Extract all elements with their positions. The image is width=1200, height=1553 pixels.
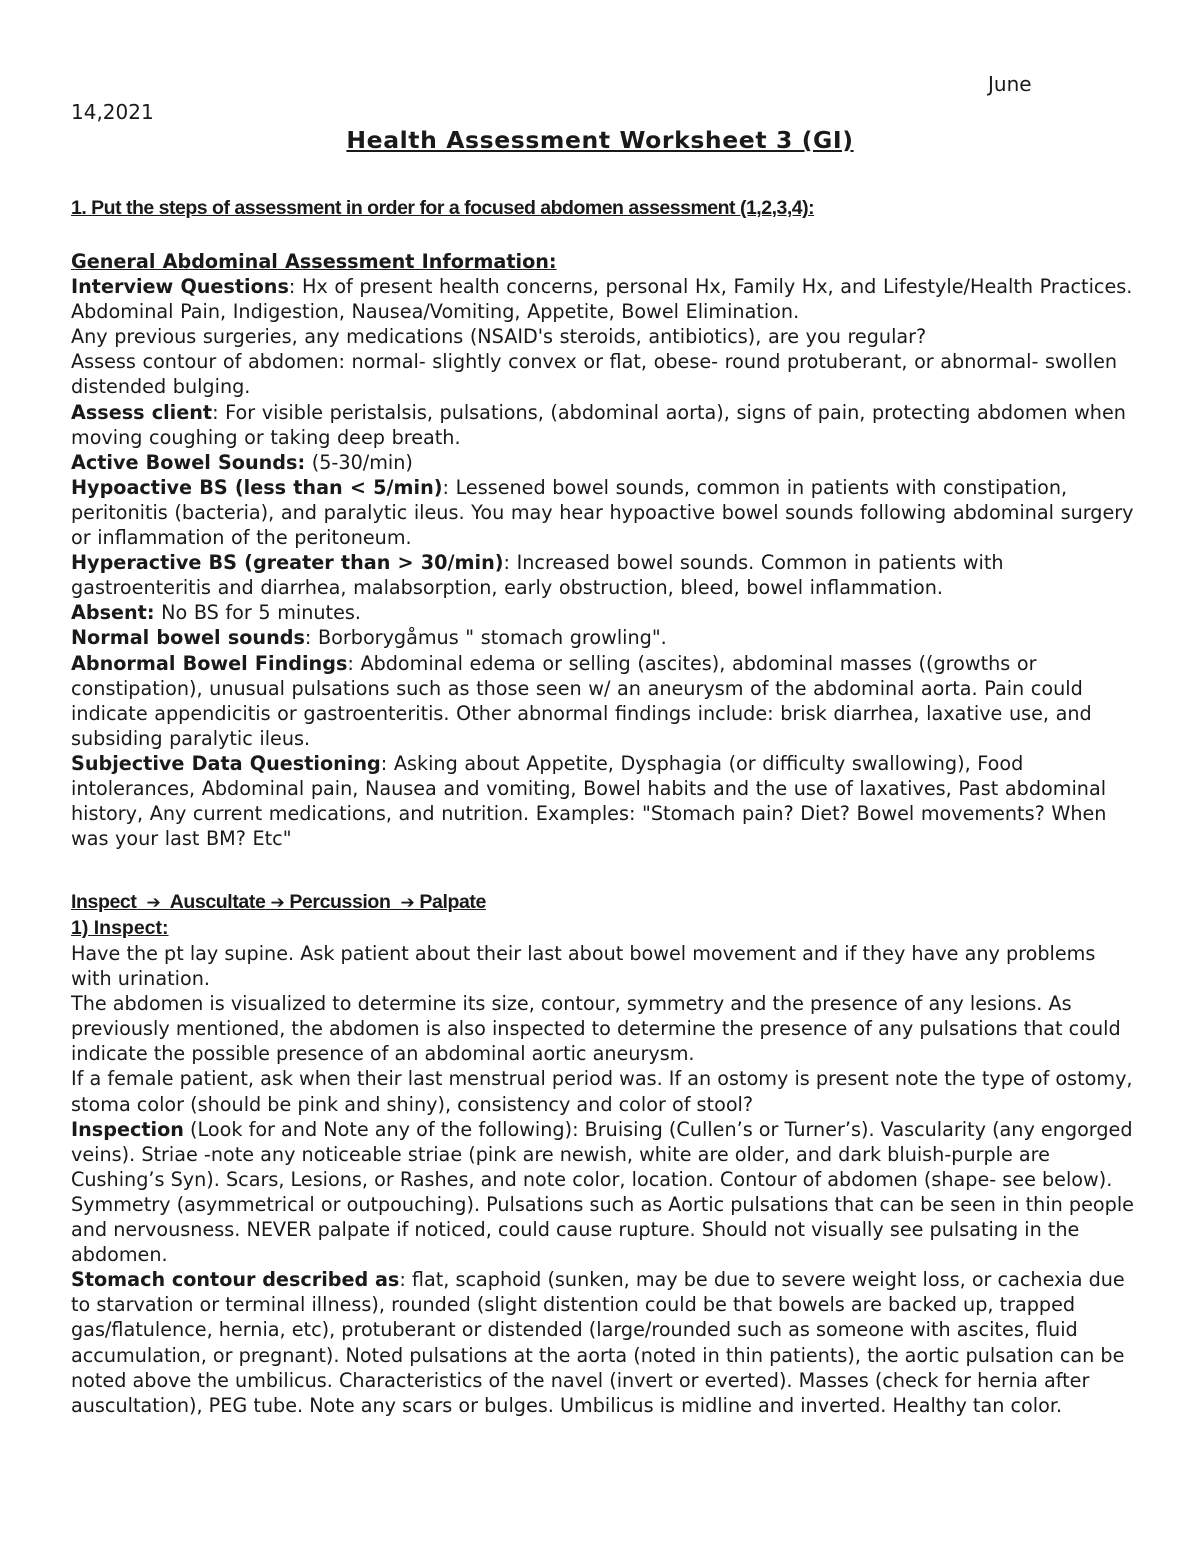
- hypoactive-paragraph: [71, 475, 1141, 550]
- assess-client-paragraph: [71, 400, 1141, 450]
- normal-bs-paragraph: [71, 625, 1141, 650]
- hyper-text: : Increased bowel sounds. Common in patients with gastroenteritis and diarrhea, malabsorption, early obstruction, bleed, bowel inflammation.: [71, 551, 1004, 600]
- assess-text: : For visible peristalsis, pulsations, (abdominal aorta), signs of pain, protecting abdomen when moving coughing or taking deep breath.: [71, 400, 1126, 449]
- general-heading: General Abdominal Assessment Information:: [71, 250, 557, 273]
- arrow-icon: ➔: [400, 893, 415, 913]
- interview-label: Interview Questions: [71, 275, 289, 299]
- active-text: (5-30/min): [305, 450, 413, 474]
- absent-label: Absent:: [71, 601, 155, 625]
- inspection-paragraph: [71, 1117, 1141, 1268]
- inspect-paragraph-2: The abdomen is visualized to determine its size, contour, symmetry and the presence of any lesions. As previously mentioned, the abdomen is also inspected to determine the presence of any pulsations that could indicate the possible presence of an abdominal aortic aneurysm.: [71, 992, 1121, 1066]
- active-label: Active Bowel Sounds:: [71, 450, 306, 474]
- inspect-body: [71, 941, 1141, 1418]
- question-1: 1. Put the steps of assessment in order for a focused abdomen assessment (1,2,3,4):: [71, 197, 815, 219]
- inspect-paragraph-3: If a female patient, ask when their last menstrual period was. If an ostomy is present note the type of ostomy, stoma color (should be pink and shiny), consistency and color of stool?: [71, 1067, 1133, 1116]
- step-palpate: Palpate: [419, 891, 486, 913]
- absent-text: No BS for 5 minutes.: [154, 601, 361, 625]
- inspect-section: [71, 890, 1141, 1418]
- interview-questions-paragraph: [71, 274, 1141, 299]
- normal-text: : Borborygåmus " stomach growling".: [304, 626, 667, 650]
- general-assessment-section: [71, 249, 1141, 851]
- arrow-icon: ➔: [270, 893, 285, 913]
- subjective-text: : Asking about Appetite, Dysphagia (or difficulty swallowing), Food intolerances, Abdominal pain, Nausea and vomiting, Bowel habits and the use of laxatives, Past abdominal history, Any current medications, and nutrition. Examples: "Stomach pain? Diet? Bowel movements? When was your last BM? Etc": [71, 751, 1107, 851]
- subjective-label: Subjective Data Questioning: [71, 751, 381, 775]
- hyper-label: Hyperactive BS (greater than > 30/min): [71, 551, 504, 575]
- pain-line: Abdominal Pain, Indigestion, Nausea/Vomiting, Appetite, Bowel Elimination.: [71, 300, 800, 324]
- hyperactive-paragraph: [71, 550, 1141, 600]
- hypo-text: : Lessened bowel sounds, common in patients with constipation, peritonitis (bacteria), and paralytic ileus. You may hear hypoactive bowel sounds following abdominal surgery or inflammation of the peritoneum.: [71, 475, 1134, 550]
- inspect-heading: 1) Inspect:: [71, 917, 169, 939]
- step-percussion: Percussion: [289, 891, 391, 913]
- normal-label: Normal bowel sounds: [71, 626, 305, 650]
- step-auscultate: Auscultate: [169, 891, 266, 913]
- interview-text: : Hx of present health concerns, personal Hx, Family Hx, and Lifestyle/Health Practices.: [288, 275, 1133, 299]
- inspection-text: (Look for and Note any of the following): Bruising (Cullen’s or Turner’s). Vascularity (any engorged veins). Striae -note any noticeable striae (pink are newish, white are older, and dark bluish-purple are Cushing’s Syn). Scars, Lesions, or Rashes, and note color, location. Contour of abdomen (shape- see below). Symmetry (asymmetrical or outpouching). Pulsations such as Aortic pulsations that can be seen in thin people and nervousness. NEVER palpate if noticed, could cause rupture. Should not visually see pulsating in the abdomen.: [71, 1117, 1134, 1267]
- abnormal-label: Abnormal Bowel Findings: [71, 651, 348, 675]
- inspection-label: Inspection: [71, 1117, 184, 1141]
- contour-label: Stomach contour described as: [71, 1268, 400, 1292]
- surgeries-line: Any previous surgeries, any medications (NSAID's steroids, antibiotics), are you regular?: [71, 325, 927, 349]
- page-title: Health Assessment Worksheet 3 (GI): [346, 126, 854, 154]
- abnormal-findings-paragraph: [71, 651, 1141, 751]
- absent-paragraph: [71, 600, 1141, 625]
- active-bs-paragraph: [71, 450, 1141, 475]
- assessment-steps-order: [71, 890, 1141, 916]
- stomach-contour-paragraph: [71, 1267, 1141, 1418]
- step-inspect: Inspect: [71, 891, 137, 913]
- date-month: June: [988, 72, 1032, 96]
- subjective-paragraph: [71, 751, 1141, 851]
- contour-line: Assess contour of abdomen: normal- slightly convex or flat, obese- round protuberant, or abnormal- swollen distended bulging.: [71, 350, 1118, 399]
- abnormal-text: : Abdominal edema or selling (ascites), abdominal masses ((growths or constipation), unusual pulsations such as those seen w/ an aneurysm of the abdominal aorta. Pain could indicate appendicitis or gastroenteritis. Other abnormal findings include: brisk diarrhea, laxative use, and subsiding paralytic ileus.: [71, 651, 1092, 750]
- contour-text: : flat, scaphoid (sunken, may be due to severe weight loss, or cachexia due to starvation or terminal illness), rounded (slight distention could be that bowels are backed up, trapped gas/flatulence, hernia, etc), protuberant or distended (large/rounded such as someone with ascites, fluid accumulation, or pregnant). Noted pulsations at the aorta (noted in thin patients), the aortic pulsation can be noted above the umbilicus. Characteristics of the navel (invert or everted). Masses (check for hernia after auscultation), PEG tube. Note any scars or bulges. Umbilicus is midline and inverted. Healthy tan color.: [71, 1268, 1125, 1417]
- hypo-label: Hypoactive BS (less than < 5/min): [71, 475, 443, 499]
- assess-label: Assess client: [71, 400, 213, 424]
- date-day-year: 14,2021: [71, 100, 154, 124]
- inspect-paragraph-1: Have the pt lay supine. Ask patient about their last about bowel movement and if they have any problems with urination.: [71, 942, 1096, 991]
- arrow-icon: ➔: [146, 893, 161, 913]
